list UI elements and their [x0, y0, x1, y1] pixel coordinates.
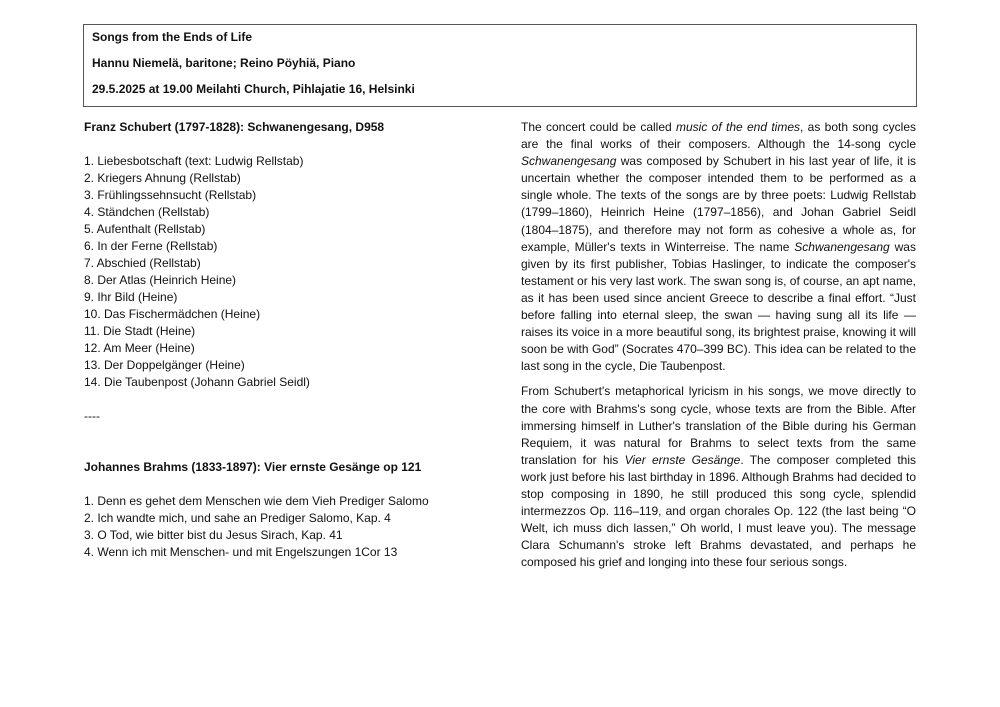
concert-header-box: [83, 24, 917, 107]
italic-run: music of the end times: [676, 120, 801, 134]
list-item: 5. Aufenthalt (Rellstab): [84, 222, 206, 236]
schubert-song-list: [84, 153, 484, 391]
schubert-heading: Franz Schubert (1797-1828): Schwanengesang, D958: [84, 120, 385, 134]
list-item: 1. Liebesbotschaft (text: Ludwig Rellstab): [84, 154, 304, 168]
list-item: 6. In der Ferne (Rellstab): [84, 239, 218, 253]
separator: ----: [84, 409, 100, 423]
program-column: [84, 119, 484, 561]
list-item: 4. Wenn ich mit Menschen- und mit Engelszungen 1Cor 13: [84, 545, 398, 559]
brahms-heading: Johannes Brahms (1833-1897): Vier ernste Gesänge op 121: [84, 460, 422, 474]
italic-run: Schwanengesang: [794, 239, 890, 254]
italic-run: Schwanengesang: [521, 154, 617, 169]
italic-run: Vier ernste Gesänge: [624, 452, 741, 467]
list-item: 12. Am Meer (Heine): [84, 341, 195, 355]
list-item: 7. Abschied (Rellstab): [84, 256, 201, 270]
list-item: 3. Frühlingssehnsucht (Rellstab): [84, 188, 257, 202]
spacer: [84, 425, 484, 459]
list-item: 11. Die Stadt (Heine): [84, 324, 196, 338]
list-item: 1. Denn es gehet dem Menschen wie dem Vieh Prediger Salomo: [84, 494, 429, 508]
list-item: 3. O Tod, wie bitter bist du Jesus Sirach, Kap. 41: [84, 528, 343, 542]
event-details: 29.5.2025 at 19.00 Meilahti Church, Pihlajatie 16, Helsinki: [92, 82, 415, 96]
list-item: 2. Ich wandte mich, und sahe an Prediger Salomo, Kap. 4: [84, 511, 391, 525]
list-item: 10. Das Fischermädchen (Heine): [84, 307, 261, 321]
notes-paragraph-brahms: From Schubert's metaphorical lyricism in his songs, we move directly to the core with Brahms's song cycle, whose texts are from the Bible. After immersing himself in Luther's translation of the Bible during his German Requiem, it was natural for Brahms to select texts from the same translation for his Vier ernste Gesänge. The composer completed this work just before his last birthday in 1896. Although Brahms had decided to stop composing in 1890, he still produced this song cycle, splendid intermezzos Op. 116–119, and organ chorales Op. 122 (the last being “O Welt, ich muss dich lassen,” Oh world, I must leave you). The message Clara Schumann's stroke left Brahms devastated, and perhaps he composed his grief and longing into these four serious songs.: [521, 384, 916, 570]
notes-paragraph-schubert: The concert could be called music of the end times, as both song cycles are the final works of their composers. Although the 14-song cycle Schwanengesang was composed by Schubert in his last year of life, it is uncertain whether the composer intended them to be performed as a single whole. The texts of the songs are by three poets: Ludwig Rellstab (1799–1860), Heinrich Heine (1797–1856), and Johan Gabriel Seidl (1804–1875), and therefore may not form as cohesive a whole as, for example, Müller's texts in Winterreise. The name Schwanengesang was given by its first publisher, Tobias Haslinger, to indicate the composer's testament or his very last work. The swan song is, of course, an apt name, as it has been used since ancient Greece to describe a final effort. “Just before falling into eternal sleep, the swan — having sung all its life — raises its voice in a more beautiful song, its brightest praise, knowing it will soon be with God” (Socrates 470–399 BC). This idea can be related to the last song in the cycle, Die Taubenpost.: [521, 120, 917, 374]
list-item: 4. Ständchen (Rellstab): [84, 205, 210, 219]
list-item: 9. Ihr Bild (Heine): [84, 290, 178, 304]
performers: Hannu Niemelä, baritone; Reino Pöyhiä, Piano: [92, 56, 356, 70]
brahms-song-list: [84, 493, 484, 561]
list-item: 14. Die Taubenpost (Johann Gabriel Seidl): [84, 375, 310, 389]
list-item: 13. Der Doppelgänger (Heine): [84, 358, 245, 372]
program-notes-column: [521, 119, 916, 579]
list-item: 8. Der Atlas (Heinrich Heine): [84, 273, 237, 287]
concert-title: Songs from the Ends of Life: [92, 30, 253, 44]
list-item: 2. Kriegers Ahnung (Rellstab): [84, 171, 241, 185]
